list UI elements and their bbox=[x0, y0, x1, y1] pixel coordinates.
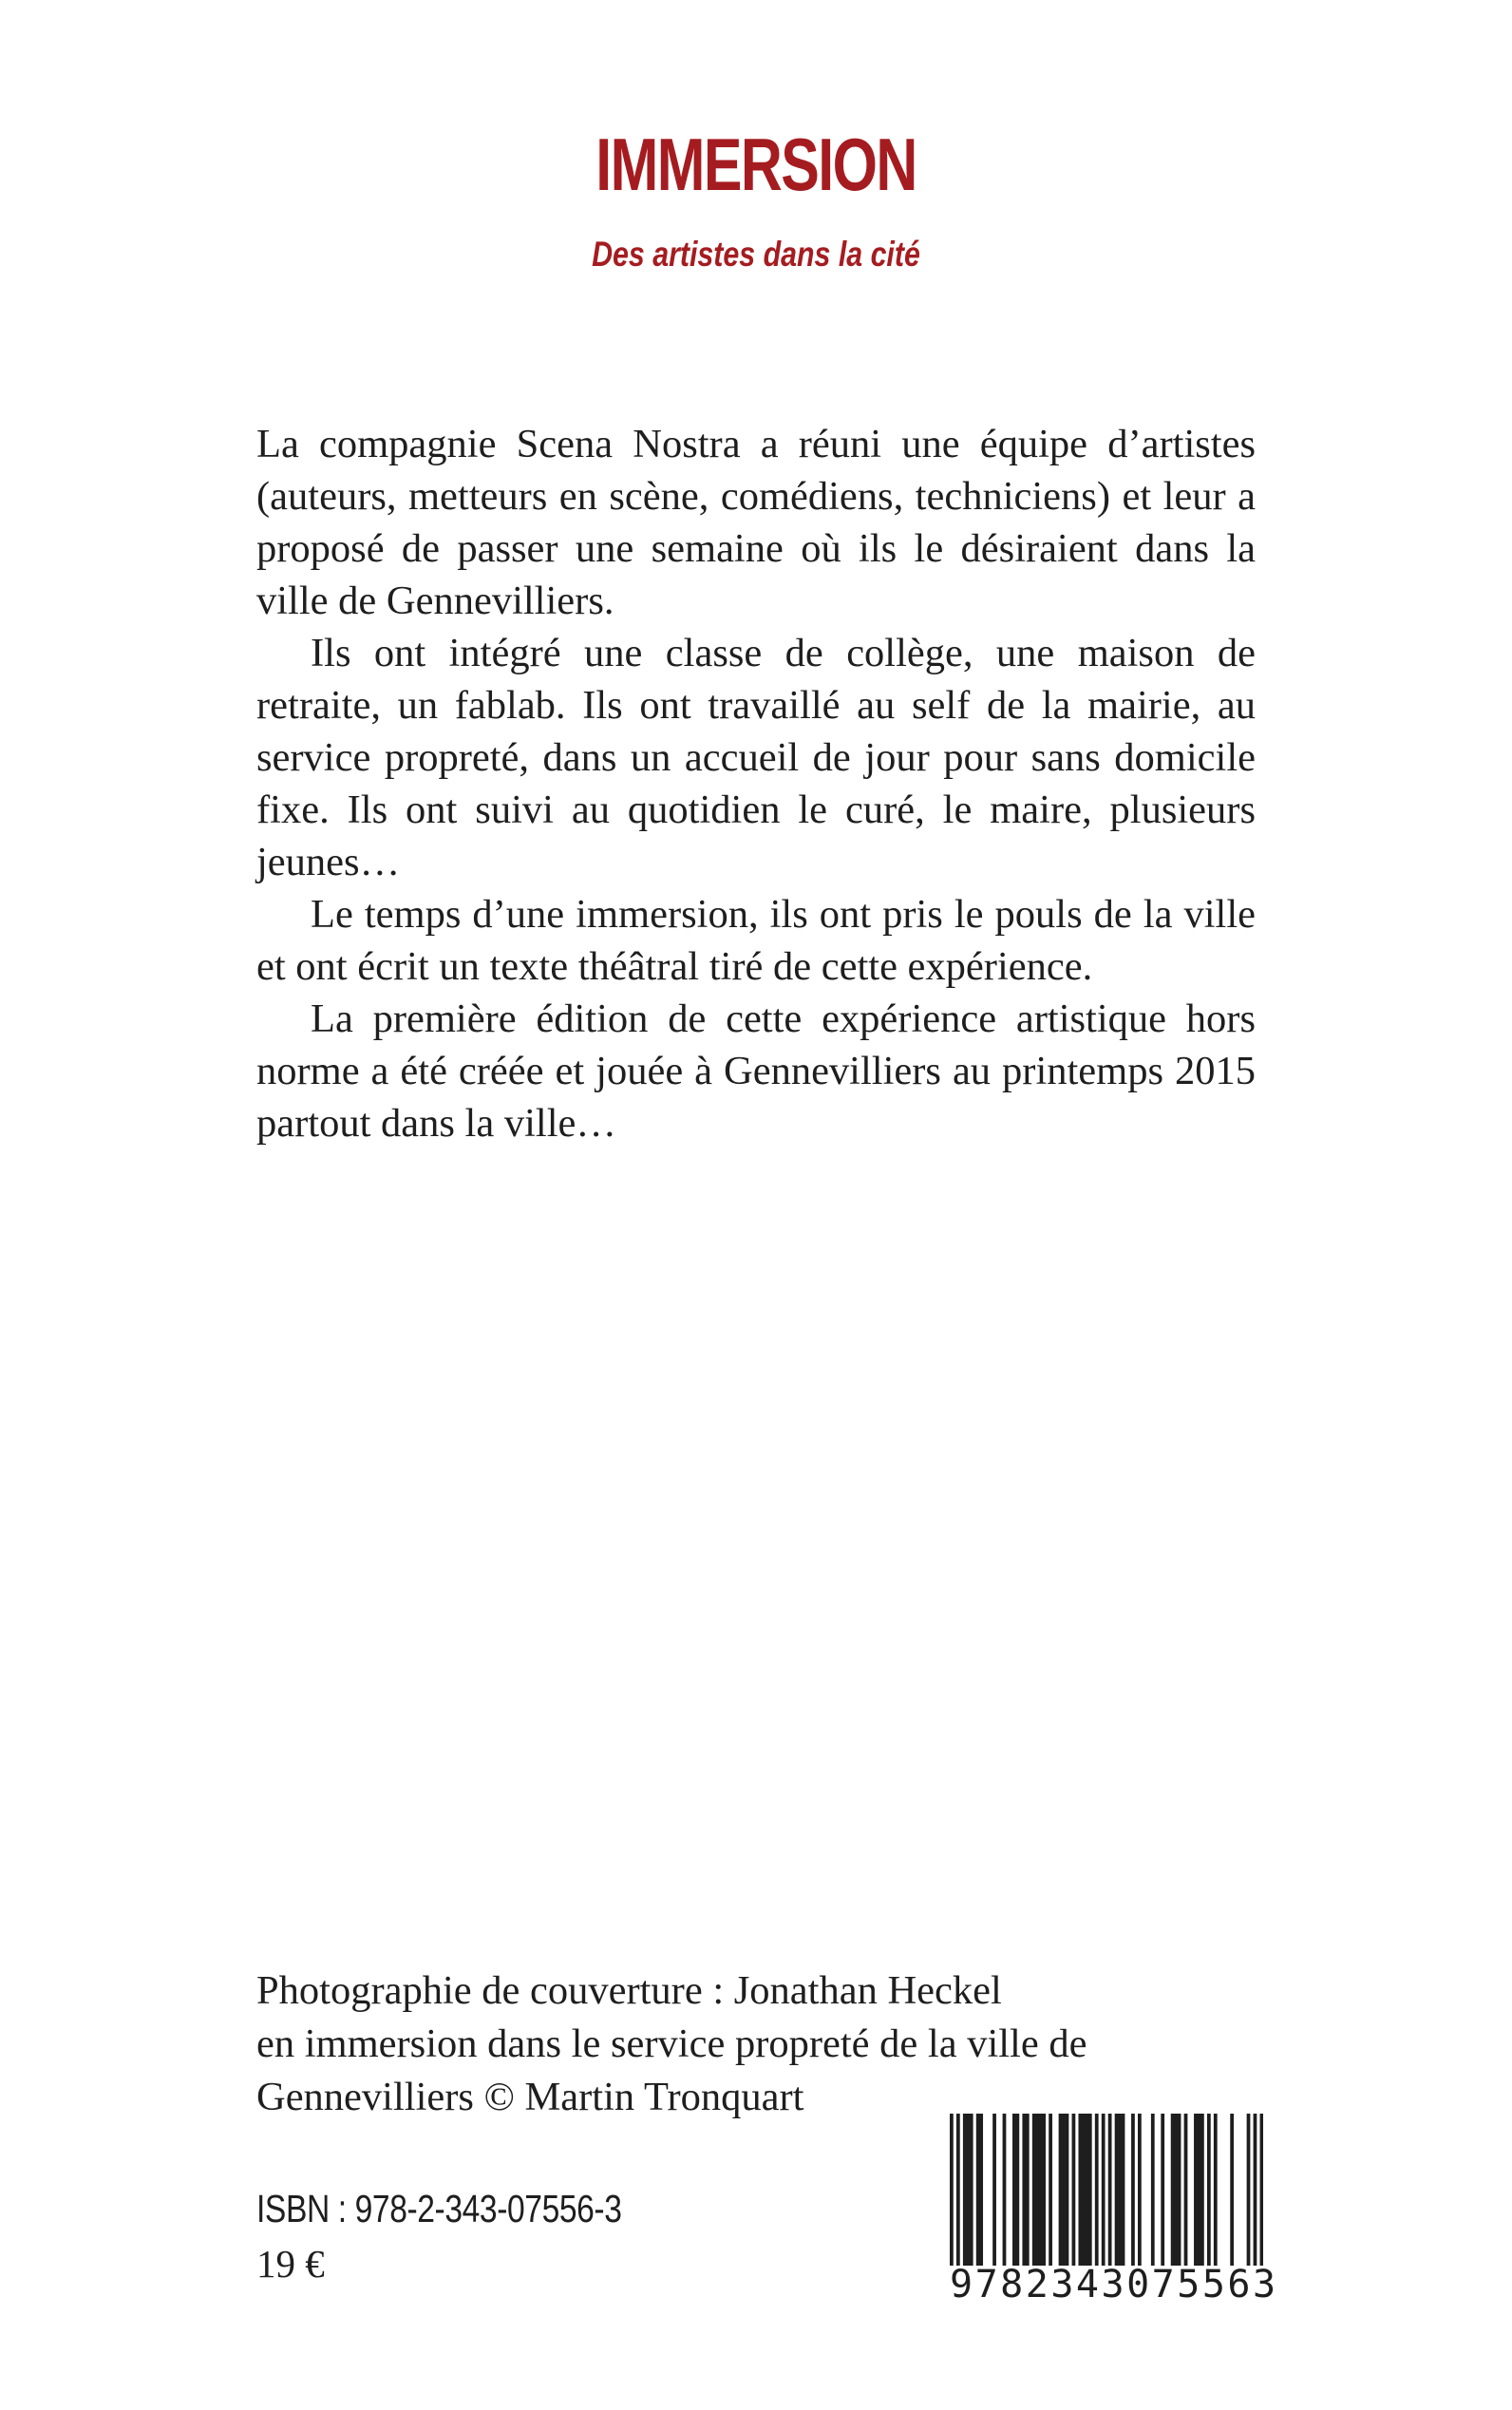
price: 19 € bbox=[256, 2242, 325, 2286]
barcode-bar bbox=[1078, 2114, 1082, 2266]
barcode-bar bbox=[992, 2114, 996, 2266]
barcode-bar bbox=[1032, 2114, 1036, 2266]
barcode-bar bbox=[1184, 2114, 1188, 2266]
barcode-bar bbox=[1115, 2114, 1119, 2266]
barcode-bar bbox=[1207, 2114, 1211, 2266]
barcode-bar bbox=[1022, 2114, 1026, 2266]
barcode-bar bbox=[1012, 2114, 1016, 2266]
book-subtitle: Des artistes dans la cité bbox=[592, 235, 920, 274]
barcode-bar bbox=[1161, 2114, 1164, 2266]
barcode-bar bbox=[1003, 2114, 1007, 2266]
barcode-digits: 9782343075563 bbox=[950, 2263, 1278, 2306]
barcode-bar bbox=[970, 2114, 973, 2266]
barcode-bar bbox=[1174, 2114, 1178, 2266]
barcode-bars bbox=[950, 2114, 1263, 2266]
barcode-bar bbox=[1138, 2114, 1142, 2266]
barcode-bar bbox=[1049, 2114, 1052, 2266]
barcode-bar bbox=[1194, 2114, 1198, 2266]
barcode-bar bbox=[1131, 2114, 1135, 2266]
blurb-paragraph: Le temps d’une immersion, ils ont pris le pouls de la ville et ont écrit un texte théâtral tiré de cette expérience. bbox=[256, 892, 1256, 989]
barcode-bar bbox=[966, 2114, 970, 2266]
barcode-bar bbox=[1214, 2114, 1218, 2266]
barcode-bar bbox=[1108, 2114, 1112, 2266]
barcode-bar bbox=[1088, 2114, 1092, 2266]
barcode-bar bbox=[1035, 2114, 1039, 2266]
barcode-bar bbox=[1066, 2114, 1069, 2266]
photo-credit-line: Gennevilliers © Martin Tronquart bbox=[256, 2075, 804, 2119]
barcode-bar bbox=[1171, 2114, 1175, 2266]
barcode-bar bbox=[1085, 2114, 1088, 2266]
barcode-bar bbox=[1122, 2114, 1125, 2266]
barcode-bar bbox=[1230, 2114, 1234, 2266]
barcode-bar bbox=[1102, 2114, 1106, 2266]
barcode-bar bbox=[1178, 2114, 1181, 2266]
blurb-paragraph: La première édition de cette expérience artistique hors norme a été créée et jouée à Gennevilliers au printemps 2015 partout dans la ville… bbox=[256, 996, 1256, 1146]
barcode-bar bbox=[1082, 2114, 1086, 2266]
barcode-bar bbox=[1072, 2114, 1076, 2266]
blurb-paragraph: Ils ont intégré une classe de collège, une maison de retraite, un fablab. Ils ont travaillé au self de la mairie, au service propreté, dans un accueil de jour pour sans domicile fixe. Ils ont suivi au quotidien le curé, le maire, plusieurs jeunes… bbox=[256, 631, 1256, 884]
barcode-bar bbox=[1118, 2114, 1122, 2266]
photo-credit-line: en immersion dans le service propreté de la ville de bbox=[256, 2021, 1087, 2066]
barcode-bar bbox=[1198, 2114, 1201, 2266]
barcode-bar bbox=[1015, 2114, 1019, 2266]
barcode-bar bbox=[950, 2114, 954, 2266]
isbn: ISBN : 978-2-343-07556-3 bbox=[256, 2187, 622, 2230]
barcode-bar bbox=[976, 2114, 980, 2266]
barcode-bar bbox=[1095, 2114, 1099, 2266]
photo-credit bbox=[256, 1964, 1206, 2124]
barcode-bar bbox=[956, 2114, 960, 2266]
barcode-bar bbox=[1026, 2114, 1030, 2266]
barcode-bar bbox=[1254, 2114, 1257, 2266]
barcode-bar bbox=[1260, 2114, 1263, 2266]
barcode-bar bbox=[1247, 2114, 1251, 2266]
barcode-bar bbox=[1059, 2114, 1063, 2266]
barcode-bar bbox=[1151, 2114, 1155, 2266]
back-cover-blurb bbox=[256, 418, 1256, 1149]
barcode-bar bbox=[1062, 2114, 1066, 2266]
isbn-barcode bbox=[950, 2114, 1278, 2306]
blurb-paragraph: La compagnie Scena Nostra a réuni une équipe d’artistes (auteurs, metteurs en scène, comédiens, techniciens) et leur a proposé de passer une semaine où ils le désiraient dans la ville de Gennevilliers. bbox=[256, 422, 1256, 623]
barcode-bar bbox=[1200, 2114, 1204, 2266]
barcode-bar bbox=[1039, 2114, 1043, 2266]
book-title: IMMERSION bbox=[595, 123, 917, 206]
barcode-bar bbox=[1042, 2114, 1046, 2266]
barcode-bar bbox=[963, 2114, 967, 2266]
photo-credit-line: Photographie de couverture : Jonathan Heckel bbox=[256, 1968, 1002, 2013]
barcode-bar bbox=[979, 2114, 983, 2266]
